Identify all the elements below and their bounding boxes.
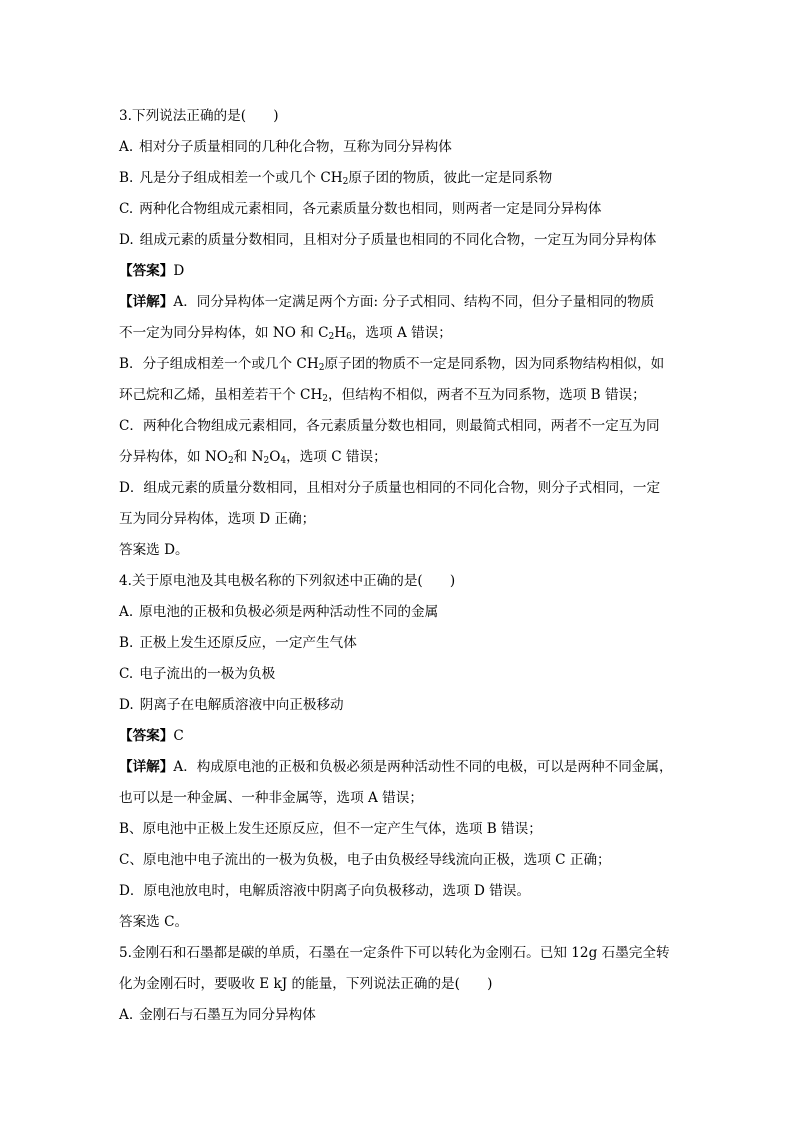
- question-4-option-c: [119, 659, 679, 690]
- explain-text: 原子团的物质不一定是同系物，因为同系物结构相似，如: [324, 356, 665, 372]
- subscript: 2: [227, 456, 234, 466]
- document-body: [119, 101, 679, 1031]
- answer-label: 【答案】: [119, 263, 174, 279]
- subscript: 2: [342, 177, 349, 187]
- answer-value: D: [173, 263, 185, 279]
- option-text: 原电池的正极和负极必须是两种活动性不同的金属: [139, 604, 439, 620]
- question-3-stem: 3.下列说法正确的是( ): [119, 108, 279, 124]
- question-4-answer: [119, 721, 679, 752]
- option-letter: C.: [119, 201, 134, 217]
- option-letter: A.: [119, 139, 134, 155]
- question-5-stem-line-2: 化为金刚石时，要吸收 E kJ 的能量，下列说法正确的是( ): [119, 976, 493, 992]
- question-4-explain-c: C、原电池中电子流出的一极为负极，电子由负极经导线流向正极，选项 C 正确；: [119, 852, 611, 868]
- question-3-explain-d1: D．组成元素的质量分数相同，且相对分子质量也相同的不同化合物，则分子式相同，一定: [119, 480, 661, 496]
- question-3-explain-b1: [119, 349, 679, 380]
- question-3-option-b: [119, 163, 679, 194]
- explain-text: H: [334, 325, 347, 341]
- explain-text: ，选项 A 错误；: [351, 325, 452, 341]
- option-letter: A.: [119, 604, 134, 620]
- answer-label: 【答案】: [119, 728, 174, 744]
- explain-text: 和 N: [233, 449, 264, 465]
- option-text: 原子团的物质，彼此一定是同系物: [348, 170, 553, 186]
- subscript: 2: [328, 332, 335, 342]
- explain-text: 分异构体，如 NO: [119, 449, 228, 465]
- question-3-explain-c2: [119, 442, 679, 473]
- question-3-explain-b2: [119, 380, 679, 411]
- subscript: 2: [318, 363, 325, 373]
- option-letter: B.: [119, 170, 134, 186]
- option-text: 阴离子在电解质溶液中向正极移动: [139, 697, 344, 713]
- question-3-option-d: [119, 225, 679, 256]
- explain-text: ，但结构不相似，两者不互为同系物，选项 B 错误；: [328, 387, 646, 403]
- question-4-stem: 4.关于原电池及其电极名称的下列叙述中正确的是( ): [119, 573, 456, 589]
- question-3-explain-a2: [119, 318, 679, 349]
- option-letter: B.: [119, 635, 134, 651]
- question-3-option-a: [119, 132, 679, 163]
- answer-value: C: [173, 728, 184, 744]
- subscript: 2: [263, 456, 270, 466]
- question-3-conclusion: 答案选 D。: [119, 542, 189, 558]
- explain-label: 【详解】: [119, 759, 174, 775]
- subscript: 6: [346, 332, 352, 342]
- option-text: 金刚石与石墨互为同分异构体: [139, 1007, 316, 1023]
- option-text: 凡是分子组成相差一个或几个 CH: [139, 170, 343, 186]
- explain-text: 不一定为同分异构体，如 NO 和 C: [119, 325, 329, 341]
- question-4-option-d: [119, 690, 679, 721]
- option-text: 两种化合物组成元素相同，各元素质量分数也相同，则两者一定是同分异构体: [139, 201, 602, 217]
- question-4-explain-a2: 也可以是一种金属、一种非金属等，选项 A 错误；: [119, 790, 423, 806]
- option-letter: A.: [119, 1007, 134, 1023]
- option-letter: D.: [119, 697, 134, 713]
- question-3-explain-a1: [119, 287, 679, 318]
- option-text: 组成元素的质量分数相同，且相对分子质量也相同的不同化合物，一定互为同分异构体: [139, 232, 657, 248]
- explain-text: ，选项 C 错误；: [286, 449, 387, 465]
- option-text: 电子流出的一极为负极: [139, 666, 276, 682]
- option-letter: C.: [119, 666, 134, 682]
- question-4-explain-b: B、原电池中正极上发生还原反应，但不一定产生气体，选项 B 错误；: [119, 821, 542, 837]
- question-5-stem-line-1: 5.金刚石和石墨都是碳的单质，石墨在一定条件下可以转化为金刚石。已知 12g 石墨完全转: [119, 945, 670, 961]
- question-3-explain-d2: 互为同分异构体，选项 D 正确；: [119, 511, 316, 527]
- explain-text: A．同分异构体一定满足两个方面: 分子式相同、结构不同，但分子量相同的物质: [173, 294, 655, 310]
- question-4-conclusion: 答案选 C。: [119, 914, 189, 930]
- question-3-explain-c1: C．两种化合物组成元素相同，各元素质量分数也相同，则最简式相同，两者不一定互为同: [119, 418, 660, 434]
- question-5-option-a: [119, 1000, 679, 1031]
- explain-label: 【详解】: [119, 294, 174, 310]
- question-4-explain-d: D．原电池放电时，电解质溶液中阴离子向负极移动，选项 D 错误。: [119, 883, 531, 899]
- subscript: 2: [322, 394, 329, 404]
- option-text: 相对分子质量相同的几种化合物，互称为同分异构体: [139, 139, 452, 155]
- explain-text: A．构成原电池的正极和负极必须是两种活动性不同的电极，可以是两种不同金属，: [173, 759, 673, 775]
- question-3-option-c: [119, 194, 679, 225]
- question-4-option-a: [119, 597, 679, 628]
- question-4-option-b: [119, 628, 679, 659]
- question-3-answer: [119, 256, 679, 287]
- subscript: 4: [280, 456, 287, 466]
- option-text: 正极上发生还原反应，一定产生气体: [139, 635, 357, 651]
- option-letter: D.: [119, 232, 134, 248]
- explain-text: B．分子组成相差一个或几个 CH: [119, 356, 319, 372]
- question-4-explain-a1: [119, 752, 679, 783]
- explain-text: O: [269, 449, 281, 465]
- explain-text: 环己烷和乙烯，虽相差若干个 CH: [119, 387, 323, 403]
